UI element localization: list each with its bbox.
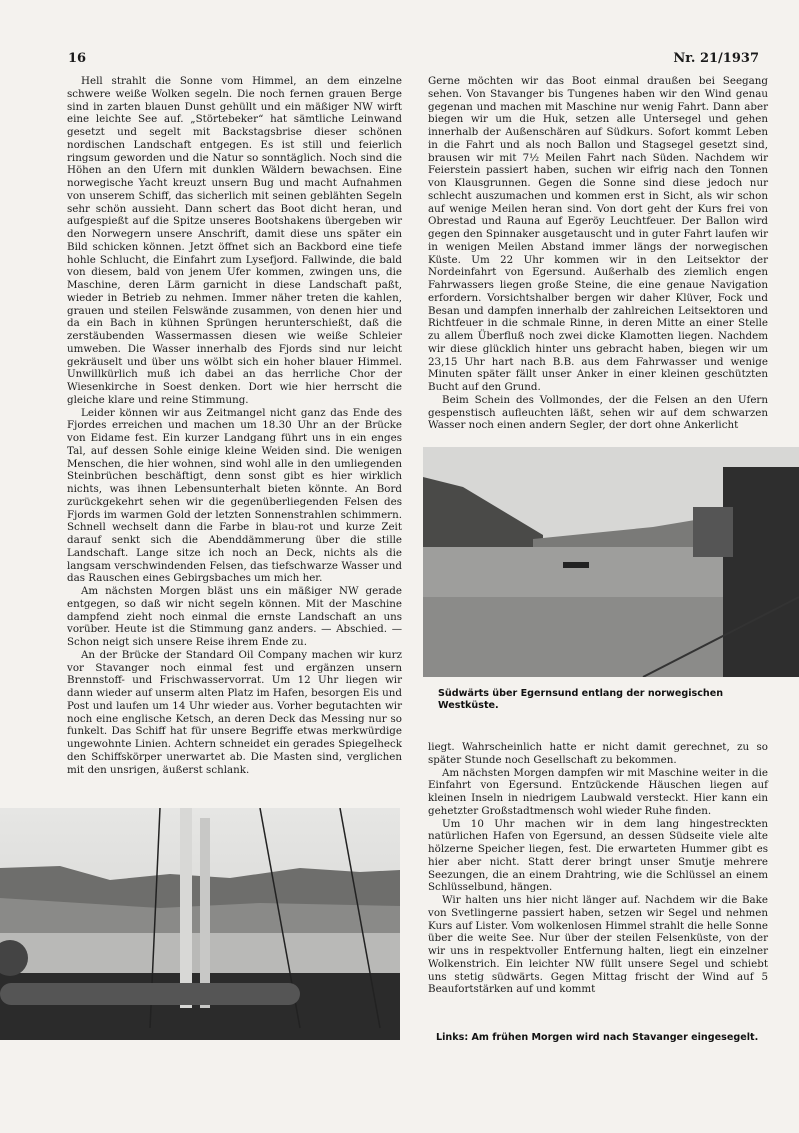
paragraph: Am nächsten Morgen dampfen wir mit Maschine weiter in die Einfahrt von Egersund. Entzückende Häuschen liegen auf kleinen Inseln in niedrigem Laubwald versteckt. Hier kann ein gehetzter Großstadtmensch wohl wieder Ruhe finden. bbox=[428, 766, 768, 817]
paragraph: Am nächsten Morgen bläst uns ein mäßiger NW gerade entgegen, so daß wir nicht segeln können. Mit der Maschine dampfend zieht noch einmal die ernste Landschaft an uns vorüber. Heute ist die Stimmung ganz anders. — Abschied. — Schon neigt sich unsere Reise ihrem Ende zu. bbox=[67, 585, 402, 648]
photo-harbor bbox=[423, 447, 799, 677]
paragraph: Leider können wir aus Zeitmangel nicht ganz das Ende des Fjordes erreichen und machen um 18.30 Uhr an der Brücke von Eidame fest. Ein kurzer Landgang führt uns in ein enges Tal, auf dessen Sohle einige kleine Weiden sind. Die wenigen Menschen, die hier wohnen, sind wohl alle in den umliegenden Steinbrüchen beschäftigt, denn sonst gibt es hier wirklich nichts, was ihnen Lebensunterhalt bieten könnte. An Bord zurückgekehrt sehen wir die gegenüberliegenden Felsen des Fjords im warmen Gold der letzten Sonnenstrahlen schimmern. Schnell wechselt dann die Farbe in blau-rot und kurze Zeit darauf senkt sich die Abenddämmerung über die stille Landschaft. Lange sitze ich noch an Deck, nichts als die langsam verschwindenden Felsen, das tiefschwarze Wasser und das Rauschen eines Gebirgsbaches um mich her. bbox=[67, 406, 402, 585]
paragraph: Gerne möchten wir das Boot einmal draußen bei Seegang sehen. Von Stavanger bis Tungenes haben wir den Wind genau gegenan und machen mit Maschine nur wenig Fahrt. Dann aber biegen wir um die Huk, setzen alle Untersegel und gehen innerhalb der Außenschären auf Südkurs. Sofort kommt Leben in die Fahrt und als noch Ballon und Stagsegel gesetzt sind, brausen wir mit 7½ Meilen Fahrt nach Süden. Nachdem wir Feierstein passiert haben, suchen wir eifrig nach den Tonnen von Klausgrunnen. Gegen die Sonne sind diese jedoch nur schlecht auszumachen und kommen erst in Sicht, als wir schon auf wenige Meilen heran sind. Von dort geht der Kurs frei von Obrestad und Rauna auf Egeröy Leuchtfeuer. Der Ballon wird gegen den Spinnaker ausgetauscht und in guter Fahrt laufen wir in wenigen Meilen Abstand immer längs der norwegischen Küste. Um 22 Uhr kommen wir in den Leitsektor der Nordeinfahrt von Egersund. Außerhalb des ziemlich engen Fahrwassers liegen große Steine, die eine genaue Navigation erfordern. Vorsichtshalber bergen wir daher Klüver, Fock und Besan und dampfen innerhalb der zahlreichen Leitsektoren und Richtfeuer in die schmale Rinne, in deren Mitte an einer Stelle zu allem Überfluß noch zwei dicke Klamotten liegen. Nachdem wir diese glücklich hinter uns gebracht haben, biegen wir um 23,15 Uhr hart nach B.B. aus dem Fahrwasser und wenige Minuten später fällt unser Anker in einer kleinen geschützten Bucht auf den Grund. bbox=[428, 75, 768, 393]
page-number: 16 bbox=[68, 51, 87, 66]
caption-ship-deck: Links: Am frühen Morgen wird nach Stavanger eingesegelt. bbox=[436, 1032, 759, 1043]
paragraph: Wir halten uns hier nicht länger auf. Nachdem wir die Bake von Svetlingerne passiert haben, setzen wir Segel und nehmen Kurs auf Lister. Vom wolkenlosen Himmel strahlt die helle Sonne über die weite See. Nur über der steilen Felsenküste, von der wir uns in respektvoller Entfernung halten, liegt ein einzelner Wolkenstrich. Ein leichter NW füllt unsere Segel und schiebt uns stetig südwärts. Gegen Mittag frischt der Wind auf 5 Beaufortstärken auf und kommt bbox=[428, 894, 769, 996]
paragraph: liegt. Wahrscheinlich hatte er nicht damit gerechnet, zu so später Stunde noch Gesellschaft zu bekommen. bbox=[428, 741, 768, 766]
paragraph: Um 10 Uhr machen wir in dem lang hingestreckten natürlichen Hafen von Egersund, an dessen Südseite viele alte hölzerne Speicher liegen, fest. Die erwarteten Hummer gibt es hier aber nicht. Statt derer bringt unser Smutje mehrere Seezungen, die an einem Drahtring, wie die Schlüssel an einem Schlüsselbund, hängen. bbox=[428, 817, 768, 894]
paragraph: Hell strahlt die Sonne vom Himmel, an dem einzelne schwere weiße Wolken segeln. Die noch fernen grauen Berge sind in zarten blauen Dunst gehüllt und ein mäßiger NW wirft eine leichte See auf. „Störtebeker“ hat sämtliche Leinwand gesetzt und segelt mit Backstagsbrise dieser schönen nordischen Landschaft entgegen. Es ist still und feierlich ringsum geworden und die Natur so sonntäglich. Noch sind die Höhen an den Ufern mit dunklen Wäldern bewachsen. Eine norwegische Yacht kreuzt unsern Bug und macht Aufnahmen von unserem Schiff, das sicherlich mit seinen geblähten Segeln sehr schön aussieht. Dann schert das Boot dicht heran, und aufgespießt auf die Spitze unseres Bootshakens übergeben wir den Norwegern unsere Anschrift, damit diese uns später ein Bild schicken können. Jetzt öffnet sich an Backbord eine tiefe hohle Schlucht, die Einfahrt zum Lysefjord. Fallwinde, die bald von diesem, bald von jenem Ufer kommen, zwingen uns, die Maschine, deren Lärm garnicht in diese Landschaft paßt, wieder in Betrieb zu nehmen. Immer näher treten die kahlen, grauen und steilen Felswände zusammen, von denen hier und da ein Bach in kühnen Sprüngen herunterschießt, daß die zerstäubenden Wassermassen diesen wie weiße Schleier umweben. Die Wasser innerhalb des Fjords sind nur leicht gekräuselt und über uns wölbt sich ein hoher blauer Himmel. Unwillkürlich muß ich dabei an das herrliche Chor der Wiesenkirche in Soest denken. Dort wie hier herrscht die gleiche klare und reine Stimmung. bbox=[67, 75, 402, 406]
issue-number: Nr. 21/1937 bbox=[673, 51, 759, 66]
right-column-text-bottom bbox=[428, 741, 768, 996]
caption-harbor: Südwärts über Egernsund entlang der norwegischen Westküste. bbox=[438, 688, 724, 711]
left-column-text bbox=[67, 75, 402, 776]
paragraph: Beim Schein des Vollmondes, der die Felsen an den Ufern gespenstisch aufleuchten läßt, sehen wir auf dem schwarzen Wasser noch einen andern Segler, der dort ohne Ankerlicht bbox=[428, 393, 768, 432]
right-column-text-top bbox=[428, 75, 768, 432]
paragraph: An der Brücke der Standard Oil Company machen wir kurz vor Stavanger noch einmal fest und ergänzen unsern Brennstoff- und Frischwasservorrat. Um 12 Uhr liegen wir dann wieder auf unserm alten Platz im Hafen, besorgen Eis und Post und laufen um 14 Uhr wieder aus. Vorher begutachten wir noch eine englische Ketsch, an deren Deck das Messing nur so funkelt. Das Schiff hat für unsere Begriffe etwas merkwürdige ungewohnte Linien. Achtern schneidet ein gerades Spiegelheck den Schiffskörper unerwartet ab. Die Masten sind, verglichen mit den unsrigen, äußerst schlank. bbox=[67, 648, 403, 776]
photo-harbor-image bbox=[423, 447, 799, 677]
photo-ship-deck-image bbox=[0, 808, 400, 1040]
photo-ship-deck bbox=[0, 808, 400, 1040]
